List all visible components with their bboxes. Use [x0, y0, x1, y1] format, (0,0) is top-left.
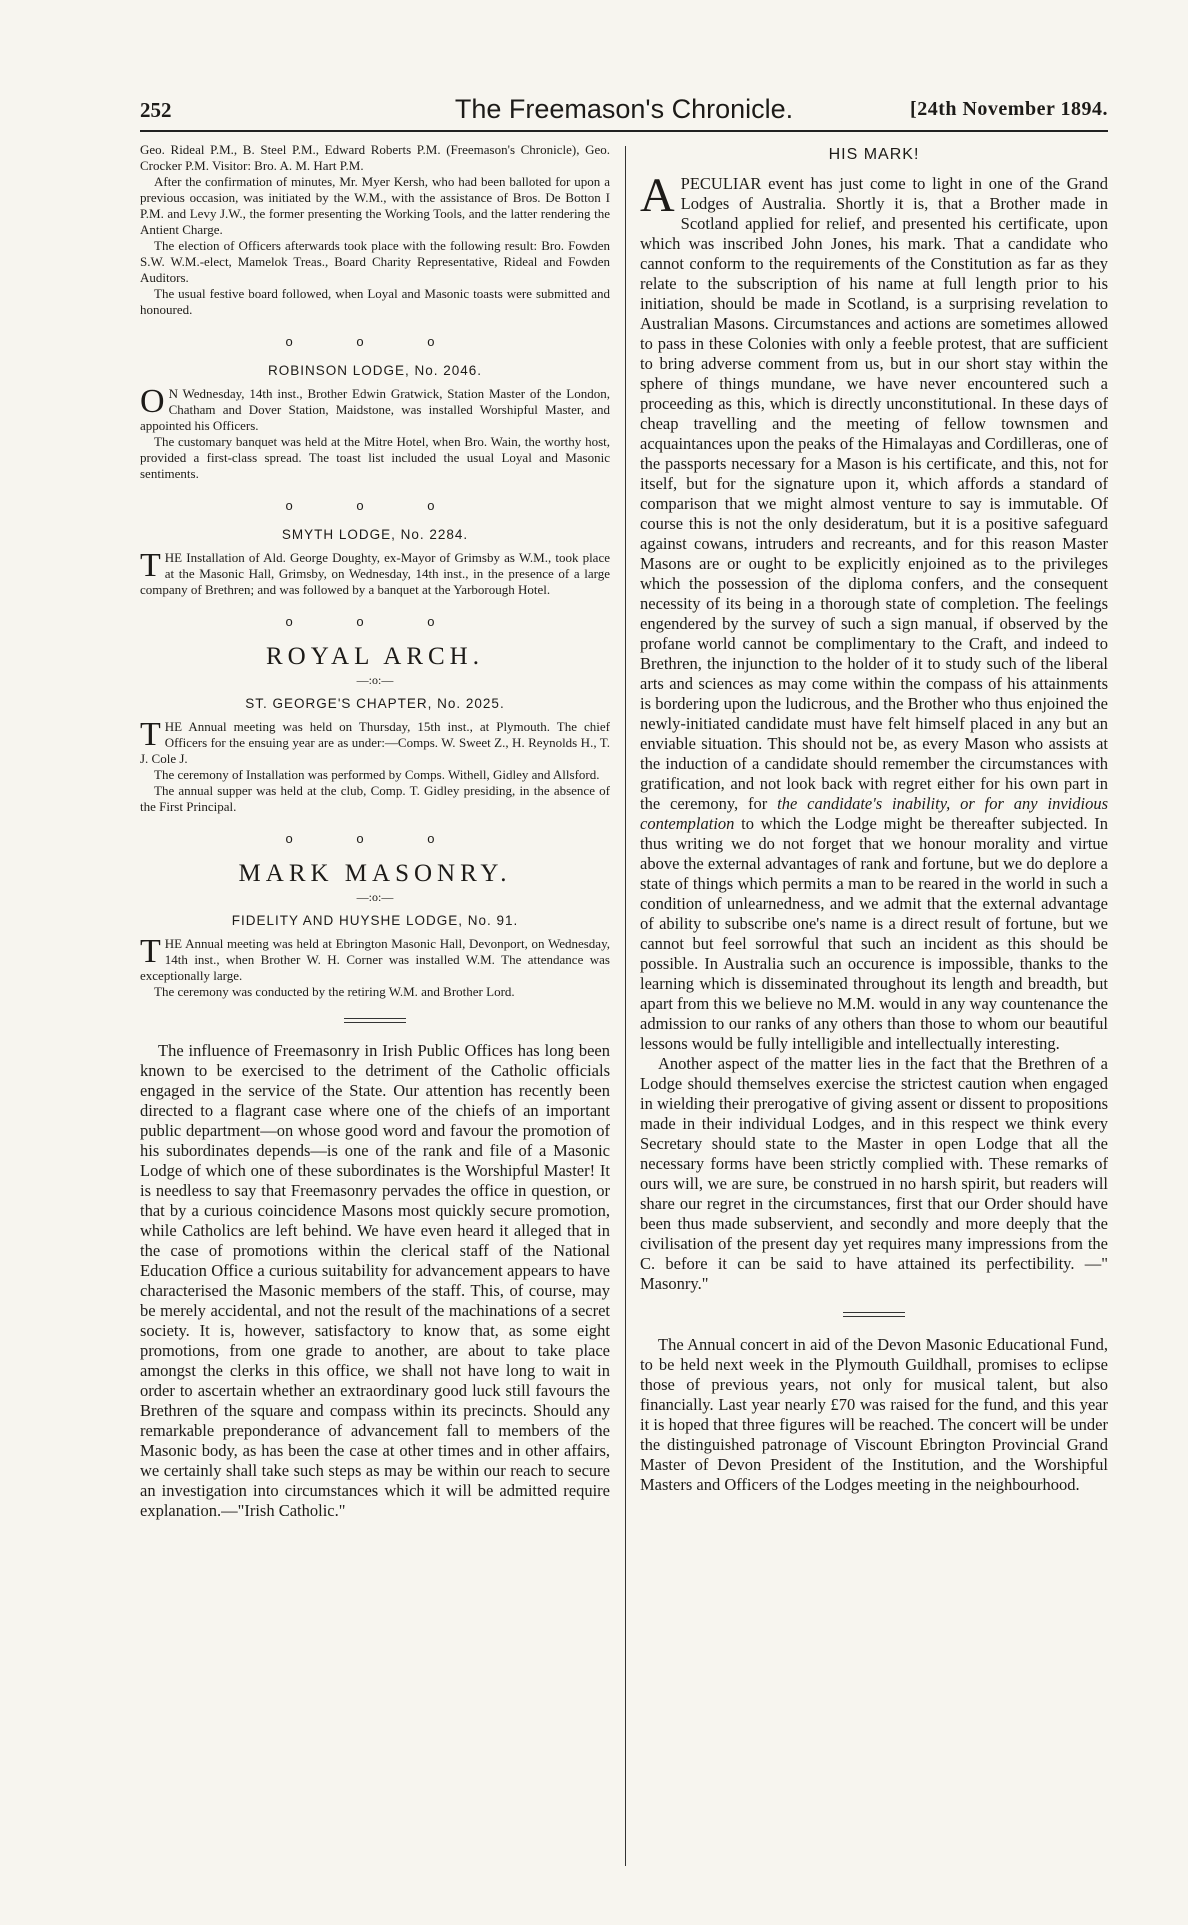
robinson-lodge-heading: ROBINSON LODGE, No. 2046.	[267, 363, 483, 378]
section-ornament: o o o	[285, 614, 465, 629]
robinson-lodge-report	[140, 383, 610, 482]
report-paragraph: The annual supper was held at the club, Comp. T. Gidley presiding, in the absence of the First Principal.	[140, 783, 610, 814]
section-ornament: o o o	[285, 334, 465, 349]
report-text: N Wednesday, 14th inst., Brother Edwin Gratwick, Station Master of the London, Chatham and Dover Station, Maidstone, was installed Worshipful Master, and appointed his Officers.	[140, 386, 610, 433]
st-georges-chapter-report	[140, 716, 610, 815]
page-header	[140, 96, 1108, 132]
article-paragraph: The Annual concert in aid of the Devon Masonic Educational Fund, to be held next week in the Plymouth Guildhall, promises to eclipse those of previous years, not only for musical talent, but also financially. Last year nearly £70 was raised for the fund, and this year it is hoped that three figures will be reached. The concert will be under the distinguished patronage of Viscount Ebrington Provincial Grand Master of Devon President of the Institution, and the Worshipful Masters and Officers of the Lodges meeting in the neighbourhood.	[640, 1335, 1108, 1494]
section-ornament: o o o	[285, 831, 465, 846]
st-georges-chapter-heading: ST. GEORGE'S CHAPTER, No. 2025.	[245, 696, 505, 711]
drop-cap: A	[640, 169, 675, 222]
smyth-lodge-heading: SMYTH LODGE, No. 2284.	[281, 527, 469, 542]
his-mark-heading: HIS MARK!	[828, 146, 920, 163]
article-text-italic: the candidate's inability, or for any invidious contemplation	[640, 794, 1108, 833]
report-text: HE Installation of Ald. George Doughty, ex-Mayor of Grimsby as W.M., took place at the Masonic Hall, Grimsby, on Wednesday, 14th inst., in the presence of a large company of Brethren; and was followed by a banquet at the Yarborough Hotel.	[140, 550, 610, 597]
his-mark-article	[640, 169, 1108, 1294]
lodge-report-continued	[140, 142, 610, 318]
smyth-lodge-report	[140, 547, 610, 598]
column-divider	[625, 146, 626, 1866]
report-paragraph: The customary banquet was held at the Mitre Hotel, when Bro. Wain, the worthy host, provided a first-class spread. The toast list included the usual Loyal and Masonic sentiments.	[140, 434, 610, 481]
report-text: HE Annual meeting was held on Thursday, 15th inst., at Plymouth. The chief Officers for the ensuing year are as under:—Comps. W. Sweet Z., H. Reynolds H., T. J. Cole J.	[140, 719, 610, 766]
royal-arch-heading: ROYAL ARCH.	[266, 643, 484, 670]
article-text: PECULIAR event has just come to light in one of the Grand Lodges of Australia. Shortly it is, that a Brother made in Scotland applied for relief, and presented his certificate, upon which was inscribed John Jones, his mark. That a candidate who cannot conform to the requirements of the Constitution as far as they relate to the subscription of his name at full length prior to his initiation, should be made in Scotland, is a surprising revelation to Australian Masons. Circumstances and actions are sometimes allowed to pass in these Colonies with only a feeble protest, that are sufficient to bring adverse comment from us, but in our short stay within the sphere of things mundane, we have never encountered such a proceeding as this, which is directly unconstitutional. In these days of cheap travelling and the meeting of fellow townsmen and acquaintances upon the peaks of the Himalayas and Cordilleras, one of the passports necessary for a Mason is his certificate, and this, not for itself, but for the signature upon it, which affords a standard of comparison that we might almost venture to say is immutable. Of course this is not the only desideratum, but it is a positive safeguard against cowans, intruders and recreants, and for this reason Master Masons are or ought to be explicitly enjoined as to the privileges which the possession of the diploma confers, and the consequent necessity of its being in a thorough state of completion. The feelings engendered by the survey of such a sign manual, if observed by the profane world cannot be complimentary to the Craft, and indeed to Brethren, the injunction to the holder of it to study such of the liberal arts and sciences as may come within the compass of his attainments is bordering upon the ludicrous, and the Brother who thus enjoined the newly-initiated candidate must have felt himself placed in any but an enviable situation. This should not be, as every Mason who assists at the induction of a candidate should remember the circumstances with gratification, and not look back with regret either for his own part in the ceremony, for	[640, 174, 1108, 813]
heading-ornament: —:o:—	[356, 673, 394, 687]
report-paragraph: The ceremony was conducted by the retiring W.M. and Brother Lord.	[154, 984, 515, 999]
article-separator	[843, 1312, 905, 1317]
heading-ornament: —:o:—	[356, 890, 394, 904]
report-paragraph: The ceremony of Installation was performed by Comps. Withell, Gidley and Allsford.	[154, 767, 600, 782]
report-paragraph: The usual festive board followed, when Loyal and Masonic toasts were submitted and honoured.	[140, 286, 610, 317]
journal-title: The Freemason's Chronicle.	[454, 94, 794, 124]
report-paragraph: Geo. Rideal P.M., B. Steel P.M., Edward Roberts P.M. (Freemason's Chronicle), Geo. Crocker P.M. Visitor: Bro. A. M. Hart P.M.	[140, 142, 610, 173]
report-text: HE Annual meeting was held at Ebrington Masonic Hall, Devonport, on Wednesday, 14th inst., when Brother W. H. Corner was installed W.M. The attendance was exceptionally large.	[140, 936, 610, 983]
drop-cap: T	[140, 716, 161, 753]
irish-offices-article	[140, 1041, 610, 1521]
fidelity-huyshe-lodge-heading: FIDELITY AND HUYSHE LODGE, No. 91.	[231, 913, 519, 928]
article-separator	[344, 1018, 406, 1023]
devon-concert-article	[640, 1335, 1108, 1495]
article-paragraph: The influence of Freemasonry in Irish Public Offices has long been known to be exercised to the detriment of the Catholic officials engaged in the service of the State. Our attention has recently been directed to a flagrant case where one of the chiefs of an important public department—on whose good word and favour the promotion of his subordinates depends—is one of the rank and file of a Masonic Lodge of which one of these subordinates is the Worshipful Master! It is needless to say that Freemasonry pervades the office in question, or that by a curious coincidence Masons most quickly secure promotion, while Catholics are left behind. We have even heard it alleged that in the case of promotions within the clerical staff of the National Education Office a curious suitability for advancement appears to have characterised the Masonic members of the staff. This, of course, may be merely accidental, and not the result of the machinations of a secret society. It is, however, satisfactory to know that, as some eight promotions, from one grade to another, are about to take place amongst the clerks in this office, we shall not have long to wait in order to ascertain whether an extraordinary good luck still favours the Brethren of the square and compass within its precincts. Should any remarkable preponderance of advancement fall to members of the Masonic body, as has been the case at other times and in other affairs, we certainly shall take such steps as may be within our reach to secure an investigation into circumstances which it will be admitted require explanation.—"Irish Catholic."	[140, 1041, 610, 1520]
left-column	[140, 142, 610, 1521]
report-paragraph: The election of Officers afterwards took place with the following result: Bro. Fowden S.W. W.M.-elect, Mamelok Treas., Board Charity Representative, Rideal and Fowden Auditors.	[140, 238, 610, 285]
article-paragraph: Another aspect of the matter lies in the fact that the Brethren of a Lodge should themselves exercise the strictest caution when engaged in wielding their prerogative of giving assent or dissent to propositions made in their individual Lodges, and in this respect we think every Secretary should state to the Master in open Lodge that all the necessary forms have been strictly complied with. These remarks of ours will, we are sure, be construed in no harsh spirit, but readers will share our regret in the circumstances, first that our Order should have been thus made subservient, and secondly and more deeply that the civilisation of the present day yet requires many impressions from the C. before it can be said to have attained its perfectibility. —" Masonry."	[640, 1054, 1108, 1293]
issue-date: [24th November 1894.	[910, 98, 1108, 120]
drop-cap: O	[140, 383, 165, 420]
article-text: to which the Lodge might be thereafter subjected. In thus writing we do not forget that we honour morality and virtue above the external advantages of rank and fortune, but we do deplore a state of things which permits a man to be reared in the world in such a condition of unlearnedness, and we admit that the external advantage of ability to subscribe one's name is a direct result of fortune, but we cannot but feel sorrowful that such an incident as this should be possible. In Australia such an occurence is impossible, thanks to the learning which is disseminated throughout its length and breadth, but apart from this we believe no M.M. would in any way countenance the admission to our ranks of any others than those to whom our beautiful lessons would be fully intelligible and intellectually interesting.	[640, 814, 1108, 1053]
fidelity-huyshe-lodge-report	[140, 933, 610, 1000]
mark-masonry-heading: MARK MASONRY.	[238, 860, 512, 887]
drop-cap: T	[140, 547, 161, 584]
page-number: 252	[140, 98, 172, 122]
report-paragraph: After the confirmation of minutes, Mr. Myer Kersh, who had been balloted for upon a previous occasion, was initiated by the W.M., with the assistance of Bros. De Botton I P.M. and Levy J.W., the former presenting the Working Tools, and the latter rendering the Antient Charge.	[140, 174, 610, 237]
drop-cap: T	[140, 933, 161, 970]
section-ornament: o o o	[285, 498, 465, 513]
right-column	[640, 142, 1108, 1495]
